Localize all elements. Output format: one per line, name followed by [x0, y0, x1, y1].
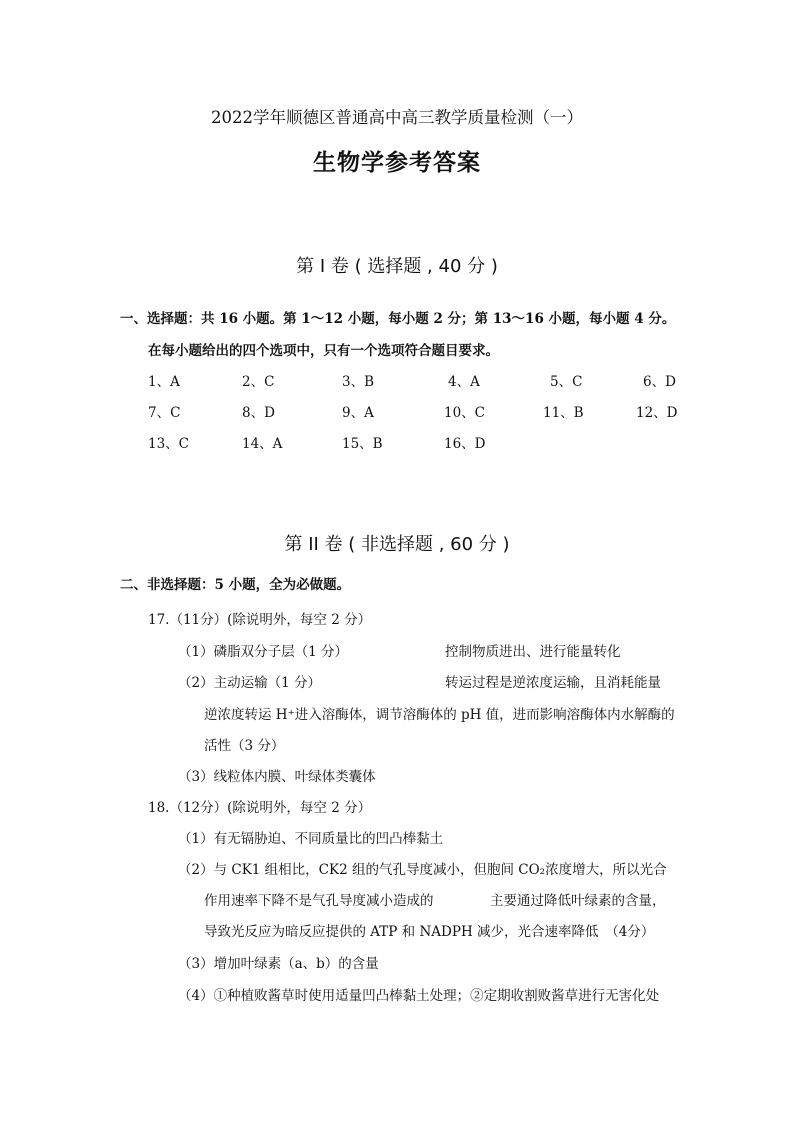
q17-answer-1: （1）磷脂双分子层（1 分） — [178, 644, 348, 660]
answer-item: 5、C — [550, 374, 583, 390]
q18-answer-2-line3: 导致光反应为暗反应提供的 ATP 和 NADPH 减少，光合速率降低 （4分） — [204, 924, 655, 940]
q18-answer-4: （4）①种植败酱草时使用适量凹凸棒黏土处理；②定期收割败酱草进行无害化处 — [178, 988, 660, 1004]
answer-item: 9、A — [342, 405, 374, 421]
answer-item: 13、C — [148, 436, 190, 452]
q17-answer-2: （2）主动运输（1 分） — [178, 675, 321, 691]
part1-heading: 第 I 卷 ( 选择题 , 40 分 ) — [296, 256, 498, 277]
answer-item: 7、C — [148, 405, 181, 421]
answer-item: 12、D — [636, 405, 678, 421]
q17-answer-2-line3: 活性（3 分） — [204, 738, 285, 754]
answer-item: 3、B — [342, 374, 375, 390]
answer-item: 15、B — [342, 436, 383, 452]
part2-instruction: 二、非选择题：5 小题，全为必做题。 — [120, 577, 351, 593]
part2-heading: 第 II 卷 ( 非选择题 , 60 分 ) — [284, 534, 510, 555]
q18-answer-3: （3）增加叶绿素（a、b）的含量 — [178, 956, 379, 972]
q18-heading: 18.（12分）(除说明外，每空 2 分） — [148, 800, 372, 816]
answer-item: 6、D — [643, 374, 676, 390]
part1-instruction-line1: 一、选择题：共 16 小题。第 1～12 小题，每小题 2 分；第 13～16 小题，每小题 4 分。 — [120, 311, 676, 327]
q18-answer-2-line1: （2）与 CK1 组相比，CK2 组的气孔导度减小，但胞间 CO₂浓度增大，所以光合 — [178, 862, 667, 878]
answer-item: 10、C — [444, 405, 486, 421]
document-subtitle: 生物学参考答案 — [313, 149, 481, 176]
q17-answer-3: （3）线粒体内膜、叶绿体类囊体 — [178, 769, 376, 785]
answer-item: 8、D — [242, 405, 275, 421]
answer-item: 4、A — [448, 374, 480, 390]
q18-answer-1: （1）有无镉胁迫、不同质量比的凹凸棒黏土 — [178, 831, 444, 847]
exam-title: 2022学年顺德区普通高中高三教学质量检测（一） — [211, 108, 583, 127]
q17-answer-2-extra: 转运过程是逆浓度运输，且消耗能量 — [445, 675, 661, 691]
q18-answer-2-line2-extra: 主要通过降低叶绿素的含量， — [490, 893, 666, 909]
answer-item: 14、A — [242, 436, 283, 452]
q17-answer-1-extra: 控制物质进出、进行能量转化 — [445, 644, 621, 660]
q17-heading: 17.（11分）(除说明外，每空 2 分） — [148, 612, 372, 628]
part1-instruction-line2: 在每小题给出的四个选项中，只有一个选项符合题目要求。 — [148, 343, 499, 359]
answer-item: 16、D — [444, 436, 486, 452]
answer-item: 2、C — [242, 374, 275, 390]
q18-answer-2-line2: 作用速率下降不是气孔导度减小造成的 — [204, 893, 434, 909]
answer-item: 1、A — [148, 374, 180, 390]
answer-item: 11、B — [543, 405, 584, 421]
q17-answer-2-line2: 逆浓度转运 H⁺进入溶酶体，调节溶酶体的 pH 值，进而影响溶酶体内水解酶的 — [204, 707, 675, 723]
